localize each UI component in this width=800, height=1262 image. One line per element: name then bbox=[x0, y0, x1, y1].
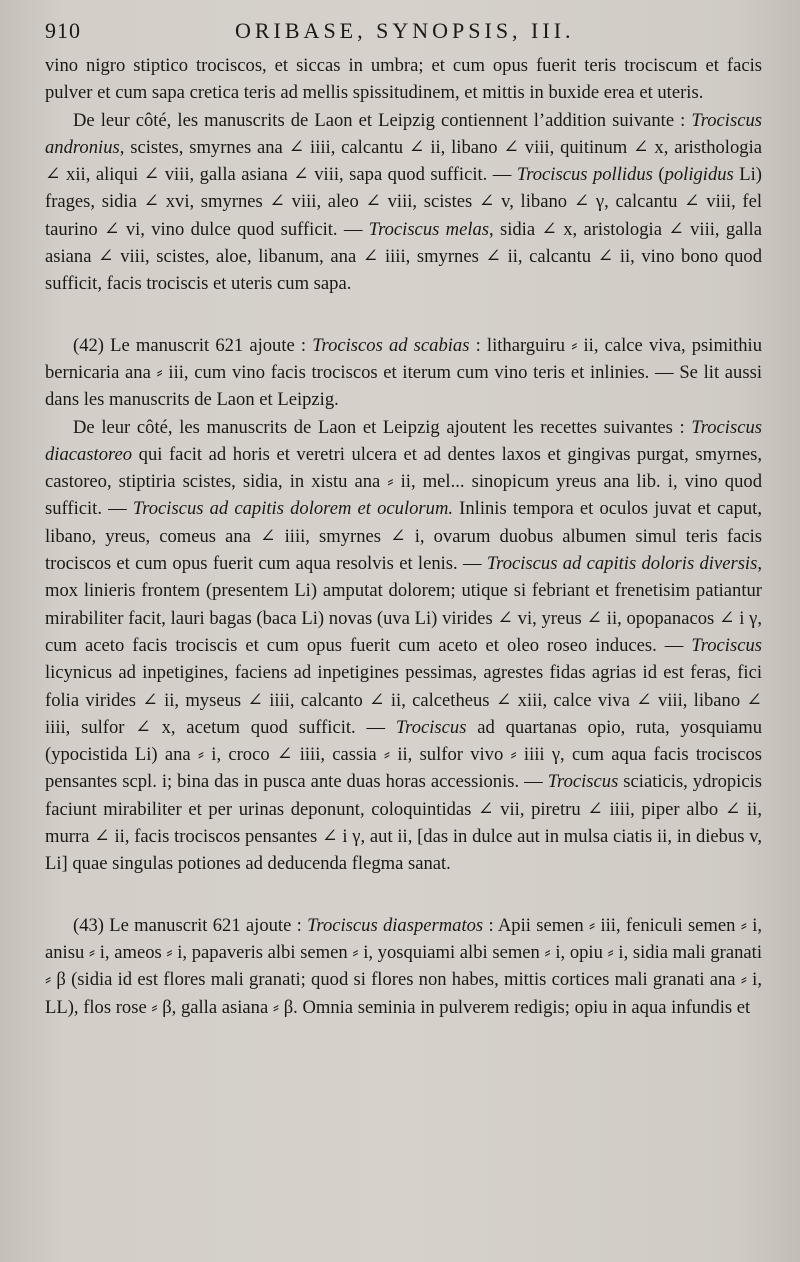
paragraph bbox=[45, 912, 762, 1021]
text-run: De leur côté, les manuscrits de Laon et Leipzig ajoutent les recettes suivantes : bbox=[73, 416, 692, 438]
italic-text: Trociscus ad capitis dolorem et oculorum. bbox=[132, 498, 454, 520]
text-run: , mox linieris frontem (presentem Li) amputat dolorem; utique si febriant et frenetisim patiantur mirabiliter facit, lauri bagas (baca Li) novas (uva Li) virides ∠ vi, yreus ∠ ii, opopanacos ∠ i γ, cum aceto facis trociscis et cum opus fuerit cum aceto et oleo roseo induces. — bbox=[45, 553, 762, 656]
italic-text: Trociscus diaspermatos bbox=[307, 914, 484, 936]
paragraph bbox=[45, 52, 762, 107]
text-run: ( bbox=[652, 164, 665, 186]
italic-text: Trociscus bbox=[691, 634, 762, 656]
paragraph-gap bbox=[45, 878, 762, 912]
text-run: ad quartanas opio, ruta, yosquiamu (ypocistida Li) ana ⸗ i, croco ∠ iiii, cassia ⸗ ii, sulfor vivo ⸗ iiii γ, cum aqua facis trociscos pensantes scpl. i; bina das in pusca ante duas horas accessionis. — bbox=[45, 716, 762, 793]
italic-text: Trociscus pollidus bbox=[516, 164, 653, 186]
text-run: (43) Le manuscrit 621 ajoute : bbox=[73, 914, 308, 936]
italic-text: poligidus bbox=[664, 164, 734, 186]
text-run: , scistes, smyrnes ana ∠ iiii, calcantu ∠ ii, libano ∠ viii, quitinum ∠ x, aristhologia ∠ xii, aliqui ∠ viii, galla asiana ∠ viii, sapa quod sufficit. — bbox=[45, 136, 762, 186]
text-run: : Apii semen ⸗ iii, feniculi semen ⸗ i, anisu ⸗ i, ameos ⸗ i, papaveris albi semen ⸗ i, yosquiami albi semen ⸗ i, opiu ⸗ i, sidia mali granati ⸗ β (sidia id est flores mali granati; quod si flores non habes, mittis cortices mali granati ana ⸗ i, LL), flos rose ⸗ β, galla asiana ⸗ β. Omnia seminia in pulverem redigis; opiu in aqua infundis et bbox=[45, 914, 763, 1018]
text-run: : litharguiru ⸗ ii, calce viva, psimithiu bernicaria ana ⸗ iii, cum vino facis trociscos et iterum cum vino teris et inlinies. — Se lit aussi dans les manuscrits de Laon et Leipzig. bbox=[45, 334, 762, 411]
paragraph bbox=[45, 414, 762, 878]
text-run: Inlinis tempora et oculos juvat et caput, libano, yreus, comeus ana ∠ iiii, smyrnes ∠ i, ovarum duobus albumen simul teris facis trociscos et cum opus fuerit cum aqua resolvis et lenis. — bbox=[45, 498, 762, 575]
text-run: licynicus ad inpetigines, faciens ad inpetigines pessimas, agrestes fidas agrias id est feras, fici folia virides ∠ ii, myseus ∠ iiii, calcanto ∠ ii, calcetheus ∠ xiii, calce viva ∠ viii, libano ∠ iiii, sulfor ∠ x, acetum quod sufficit. — bbox=[45, 662, 762, 738]
paragraph-gap bbox=[45, 298, 762, 332]
italic-text: Trociscos ad scabias bbox=[312, 334, 470, 356]
text-run: (42) Le manuscrit 621 ajoute : bbox=[73, 334, 313, 356]
paragraph bbox=[45, 332, 762, 414]
running-title: ORIBASE, SYNOPSIS, III. bbox=[235, 18, 575, 43]
italic-text: Trociscus bbox=[395, 716, 467, 738]
text-run: vino nigro stiptico trociscos, et siccas in umbra; et cum opus fuerit teris trociscum et facis pulver et cum sapa cretica teris ad mellis spissitudinem, et mittis in buxide erea et uteris. bbox=[45, 55, 762, 104]
italic-text: Trociscus melas bbox=[368, 218, 490, 240]
text-run: sciaticis, ydropicis faciunt mirabiliter et per urinas deponunt, coloquintidas ∠ vii, piretru ∠ iiii, piper albo ∠ ii, murra ∠ ii, facis trociscos pensantes ∠ i γ, aut ii, [das in dulce aut in mulsa ciatis ii, in diebus v, Li] quae singulas potiones ad deducenda flegma sanat. bbox=[45, 771, 762, 875]
text-run: , sidia ∠ x, aristologia ∠ viii, galla asiana ∠ viii, scistes, aloe, libanum, ana ∠ iiii, smyrnes ∠ ii, calcantu ∠ ii, vino bono quod sufficit, facis trociscis et uteris cum sapa. bbox=[45, 218, 762, 295]
italic-text: Trociscus bbox=[547, 771, 619, 793]
italic-text: Trociscus ad capitis doloris diversis bbox=[486, 553, 758, 575]
italic-text: Trociscus diacastoreo bbox=[45, 416, 762, 465]
text-run: Li) frages, sidia ∠ xvi, smyrnes ∠ viii, aleo ∠ viii, scistes ∠ v, libano ∠ γ, calcantu ∠ viii, fel taurino ∠ vi, vino dulce quod sufficit. — bbox=[45, 164, 762, 240]
page-number: 910 bbox=[45, 18, 81, 43]
body-text bbox=[45, 52, 762, 1021]
page-header bbox=[45, 12, 762, 52]
paragraph bbox=[45, 107, 762, 298]
text-run: qui facit ad horis et veretri ulcera et ad dentes laxos et gingivas purgat, smyrnes, castoreo, stiptiria scistes, sidia, in xistu ana ⸗ ii, mel... sinopicum yreus ana lib. i, vino quod sufficit. — bbox=[45, 443, 762, 520]
text-run: De leur côté, les manuscrits de Laon et Leipzig contiennent l’addition suivante : bbox=[73, 109, 692, 131]
italic-text: Trociscus andronius bbox=[45, 109, 762, 158]
